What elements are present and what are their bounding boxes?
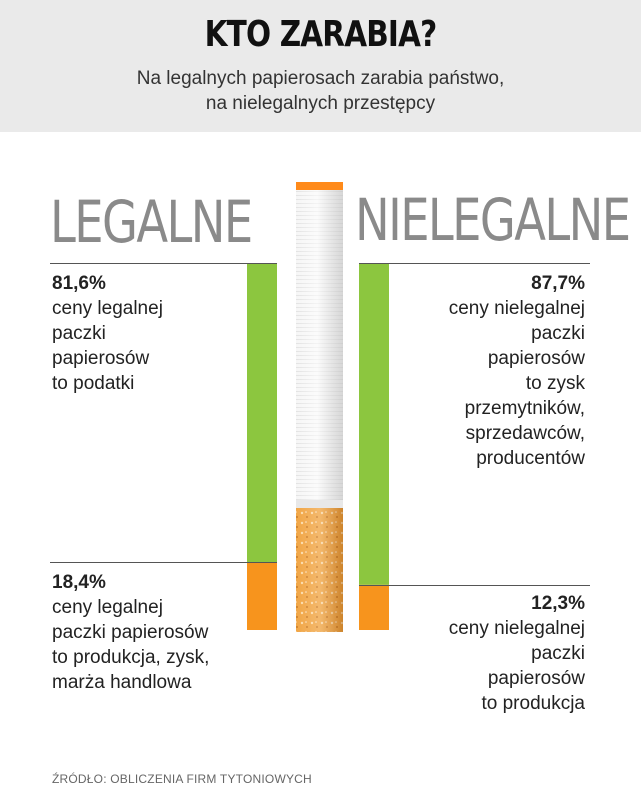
illegal-upper-label xyxy=(395,271,585,471)
bar-legal-production xyxy=(247,562,277,630)
label-line: to podatki xyxy=(52,373,135,394)
label-line: to zysk xyxy=(525,373,585,394)
label-line: paczki xyxy=(531,642,585,664)
cigarette-filter-shade xyxy=(296,508,343,632)
label-line: papierosów xyxy=(487,667,585,689)
legal-lower-label xyxy=(52,570,247,695)
divider-legal-top xyxy=(50,263,277,264)
illegal-lower-label xyxy=(395,591,585,716)
label-line: przemytników, xyxy=(464,398,585,419)
illegal-heading: NIELEGALNE xyxy=(355,186,630,254)
percentage-value: 81,6% xyxy=(52,273,106,294)
label-line: marża handlowa xyxy=(52,672,192,694)
label-line: papierosów xyxy=(487,348,585,369)
label-line: papierosów xyxy=(52,348,150,369)
divider-illegal-top xyxy=(359,263,590,264)
legal-heading: LEGALNE xyxy=(50,188,252,256)
source-note: ŹRÓDŁO: OBLICZENIA FIRM TYTONIOWYCH xyxy=(52,772,312,786)
label-line: producentów xyxy=(476,448,585,469)
percentage-value: 18,4% xyxy=(52,572,106,594)
label-line: paczki xyxy=(531,323,585,344)
label-line: ceny legalnej xyxy=(52,597,163,619)
divider-illegal-split xyxy=(359,585,590,586)
label-line: to produkcja xyxy=(481,692,585,714)
cigarette-tip xyxy=(296,182,343,191)
label-line: to produkcja, zysk, xyxy=(52,647,210,669)
percentage-value: 87,7% xyxy=(531,273,585,294)
label-line: ceny nielegalnej xyxy=(448,617,585,639)
label-line: sprzedawców, xyxy=(465,423,585,444)
legal-upper-label xyxy=(52,271,242,396)
subtitle-line-1: Na legalnych papierosach zarabia państwo, xyxy=(136,68,505,89)
cigarette-band xyxy=(296,500,343,508)
label-line: ceny nielegalnej xyxy=(448,298,585,319)
subtitle-line-2: na nielegalnych przestępcy xyxy=(205,93,436,114)
divider-legal-split xyxy=(50,562,277,563)
cigarette-paper-shade xyxy=(296,190,343,508)
bar-illegal-production xyxy=(359,585,389,630)
bar-illegal-profit xyxy=(359,263,389,585)
percentage-value: 12,3% xyxy=(531,592,585,614)
page-title: KTO ZARABIA? xyxy=(204,14,437,55)
bar-legal-taxes xyxy=(247,263,277,562)
label-line: paczki xyxy=(52,323,106,344)
label-line: paczki papierosów xyxy=(52,622,209,644)
cigarette-illustration xyxy=(296,182,343,632)
label-line: ceny legalnej xyxy=(52,298,163,319)
